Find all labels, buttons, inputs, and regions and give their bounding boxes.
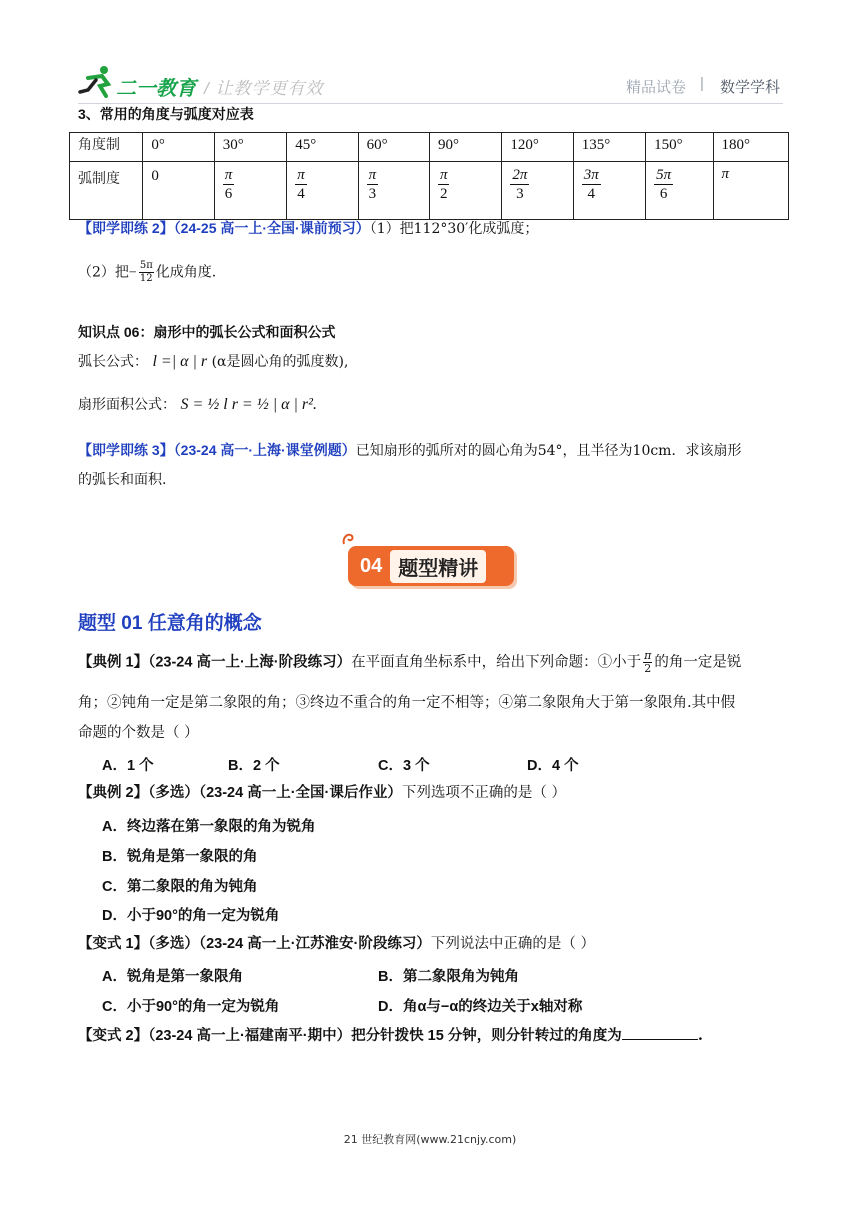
- variant-tag: 【变式 2】: [78, 1028, 149, 1044]
- practice-3: [78, 440, 788, 461]
- radian-cell: [646, 162, 713, 220]
- degree-cell: 30°: [214, 133, 286, 162]
- variant-1-option-c[interactable]: C．小于90°的角一定为锐角: [102, 999, 280, 1015]
- radian-denominator: 4: [587, 186, 595, 202]
- area-label: 扇形面积公式：: [78, 397, 176, 413]
- example-source: （23-24 高一上·上海·阶段练习）: [148, 654, 352, 671]
- radian-denominator: 4: [297, 186, 305, 202]
- example-2-option-b[interactable]: B．锐角是第一象限的角: [102, 849, 258, 865]
- example-1: [78, 650, 790, 675]
- practice-tag: 【即学即练 3】: [78, 442, 174, 458]
- radian-numerator: π: [368, 167, 377, 183]
- practice-3-text1: 已知扇形的弧所对的圆心角为54°，且半径为10cm．求该扇形: [355, 443, 742, 459]
- degree-cell: 180°: [713, 133, 789, 162]
- radian-numerator: 2π: [512, 167, 528, 183]
- arc-label: 弧长公式：: [78, 354, 148, 370]
- section-banner: [348, 546, 514, 586]
- header-premium-label: 精品试卷: [626, 79, 687, 96]
- degree-cell: 120°: [502, 133, 573, 162]
- row-label-degrees: 角度制: [70, 133, 143, 162]
- example-1-option-a[interactable]: A．1 个: [102, 758, 154, 774]
- variant-2-stem: 把分针拨快 15 分钟，则分针转过的角度为: [351, 1028, 622, 1044]
- degree-cell: 0°: [143, 133, 214, 162]
- header-separator: |: [700, 75, 704, 92]
- type01-title: 题型 01 任意角的概念: [78, 613, 262, 634]
- variant-2-end: .: [697, 1027, 703, 1044]
- arc-formula: l =| α | r: [152, 353, 208, 370]
- radian-cell: [573, 162, 645, 220]
- q2-prefix: （2）把: [78, 264, 129, 281]
- example-1-option-d[interactable]: D．4 个: [527, 758, 579, 774]
- page-footer: 21 世纪教育网(www.21cnjy.com): [343, 1133, 517, 1146]
- banner-ribbon-icon: [340, 530, 360, 546]
- practice-source: （24-25 高一上·全国·课前预习）: [173, 220, 370, 236]
- example-2-stem: 下列选项不正确的是（ ）: [401, 785, 566, 801]
- q2-frac-num: 5π: [139, 260, 153, 271]
- variant-1-stem: 下列说法中正确的是（ ）: [430, 936, 595, 952]
- arc-length-formula: [78, 352, 348, 372]
- radian-value: 0: [151, 168, 159, 184]
- radian-cell: [429, 162, 501, 220]
- ex1-frac-den: 2: [644, 662, 652, 675]
- variant-source: （23-24 高一上·福建南平·期中）: [148, 1028, 352, 1044]
- practice-3-line2: 的弧长和面积.: [78, 472, 167, 488]
- radian-cell: [713, 162, 789, 220]
- radian-denominator: 6: [224, 186, 233, 202]
- radian-numerator: π: [297, 167, 305, 183]
- radian-value: π: [721, 166, 730, 182]
- table-row-degrees: [70, 133, 789, 162]
- header-subject-label: 数学学科: [720, 79, 781, 96]
- example-2: [78, 782, 566, 804]
- example-2-option-c[interactable]: C．第二象限的角为钝角: [102, 879, 258, 895]
- radian-cell: [214, 162, 286, 220]
- logo-runner-icon: [78, 64, 118, 100]
- banner-number: 04: [360, 554, 383, 577]
- example-2-option-d[interactable]: D．小于90°的角一定为锐角: [102, 908, 280, 924]
- practice-q1: （1）把112°30′化成弧度；: [369, 221, 539, 237]
- q2-suffix: 化成角度.: [155, 264, 217, 281]
- practice-source: （23-24 高一·上海·课堂例题）: [173, 442, 356, 458]
- practice-2: [78, 218, 788, 239]
- radian-cell: [502, 162, 573, 220]
- variant-source: （多选）（23-24 高一上·江苏淮安·阶段练习）: [148, 936, 431, 952]
- radian-numerator: 5π: [656, 167, 672, 183]
- variant-1: [78, 933, 595, 955]
- row-label-radians: 弧制度: [70, 162, 143, 220]
- degree-cell: 135°: [573, 133, 645, 162]
- radian-numerator: π: [224, 167, 233, 183]
- variant-tag: 【变式 1】: [78, 936, 149, 952]
- example-1-line3: 命题的个数是（ ）: [78, 725, 199, 741]
- section-title: 3、常用的角度与弧度对应表: [78, 106, 254, 122]
- example-tag: 【典例 1】: [78, 654, 149, 671]
- header: [78, 64, 783, 104]
- example-1-line2: 角；②钝角一定是第二象限的角；③终边不重合的角一定不相等；④第二象限角大于第一象限角.其中假: [78, 695, 736, 711]
- answer-blank[interactable]: [622, 1025, 698, 1040]
- variant-1-option-a[interactable]: A．锐角是第一象限角: [102, 969, 243, 985]
- logo-text: 二一教育: [116, 78, 196, 100]
- radian-denominator: 6: [659, 186, 668, 202]
- degree-cell: 150°: [646, 133, 713, 162]
- radian-denominator: 3: [516, 186, 524, 202]
- q2-frac-den: 12: [139, 273, 153, 284]
- sector-area-formula: [78, 395, 317, 415]
- example-1-option-b[interactable]: B．2 个: [228, 758, 280, 774]
- degree-cell: 90°: [429, 133, 501, 162]
- area-formula: S = ½ l r = ½ | α | r².: [180, 396, 317, 413]
- example-1-option-c[interactable]: C．3 个: [378, 758, 430, 774]
- variant-1-option-b[interactable]: B．第二象限角为钝角: [378, 969, 519, 985]
- ex1-frac-num: π: [644, 649, 652, 662]
- arc-note: (α是圆心角的弧度数),: [211, 354, 349, 370]
- radian-numerator: π: [439, 167, 448, 183]
- example-source: （多选）（23-24 高一上·全国·课后作业）: [148, 785, 402, 801]
- example-tag: 【典例 2】: [78, 785, 149, 801]
- degree-cell: 60°: [358, 133, 429, 162]
- practice-tag: 【即学即练 2】: [78, 220, 174, 236]
- kp06-title: 知识点 06：扇形中的弧长公式和面积公式: [78, 324, 336, 340]
- variant-1-option-d[interactable]: D．角α与−α的终边关于x轴对称: [378, 999, 583, 1015]
- radian-cell: [143, 162, 214, 220]
- radian-numerator: 3π: [583, 167, 599, 183]
- radian-denominator: 2: [439, 186, 448, 202]
- angle-radian-table: [69, 132, 789, 220]
- example-1-line1a: 在平面直角坐标系中，给出下列命题：①小于: [351, 654, 642, 671]
- example-2-option-a[interactable]: A．终边落在第一象限的角为锐角: [102, 819, 316, 835]
- table-row-radians: [70, 162, 789, 220]
- banner-label: 题型精讲: [390, 550, 486, 583]
- degree-cell: 45°: [287, 133, 358, 162]
- radian-cell: [358, 162, 429, 220]
- variant-2: [78, 1025, 703, 1047]
- radian-cell: [287, 162, 358, 220]
- radian-denominator: 3: [368, 186, 377, 202]
- example-1-line1b: 的角一定是锐: [654, 654, 742, 671]
- practice-2-q2: （2）把− $\frac{5\pi}{12}$ 化成角度.: [78, 260, 217, 284]
- slogan: / 让教学更有效: [204, 79, 324, 98]
